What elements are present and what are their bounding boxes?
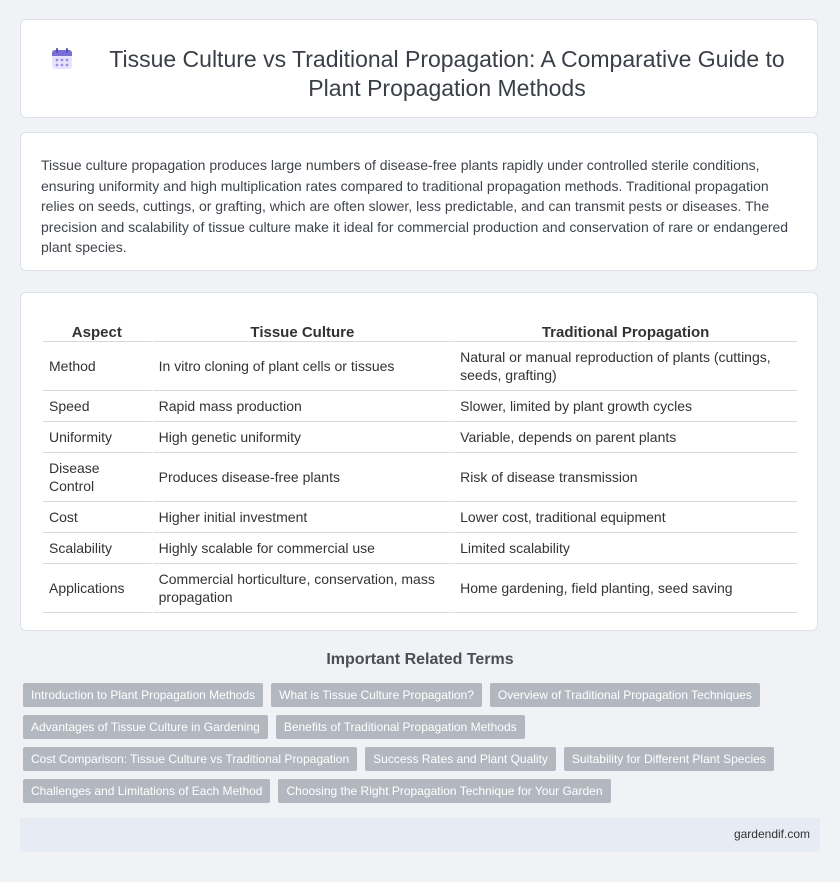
row-aspect: Cost [43, 502, 153, 533]
row-traditional: Lower cost, traditional equipment [454, 502, 797, 533]
related-terms-tags [23, 683, 823, 811]
row-aspect: Scalability [43, 533, 153, 564]
comparison-table-card [20, 292, 818, 631]
tag-link[interactable]: Benefits of Traditional Propagation Methods [276, 715, 525, 739]
comparison-table [43, 313, 797, 613]
row-traditional: Risk of disease transmission [454, 453, 797, 502]
header-aspect: Aspect [43, 313, 153, 342]
calendar-icon [50, 47, 74, 71]
row-aspect: Disease Control [43, 453, 153, 502]
tag-row [23, 715, 823, 739]
row-traditional: Home gardening, field planting, seed saving [454, 564, 797, 613]
title-card [20, 19, 818, 118]
table-row [43, 422, 797, 453]
row-tissue-culture: Rapid mass production [153, 391, 455, 422]
table-row [43, 391, 797, 422]
summary-paragraph: Tissue culture propagation produces large numbers of disease-free plants rapidly under controlled sterile conditions, ensuring uniformity and high multiplication rates compared to traditional propagation methods. Traditional propagation relies on seeds, cuttings, or grafting, which are often slower, less predictable, and can transmit pests or diseases. The precision and scalability of tissue culture make it ideal for commercial production and conservation of rare or endangered plant species. [41, 157, 789, 255]
tag-link[interactable]: Challenges and Limitations of Each Method [23, 779, 270, 803]
summary-card [20, 132, 818, 271]
row-tissue-culture: Higher initial investment [153, 502, 455, 533]
footer [20, 818, 820, 852]
page-title: Tissue Culture vs Traditional Propagation: A Comparative Guide to Plant Propagation Methods [109, 46, 785, 101]
footer-site-link[interactable]: gardendif.com [733, 827, 810, 841]
row-aspect: Applications [43, 564, 153, 613]
row-tissue-culture: High genetic uniformity [153, 422, 455, 453]
tag-row [23, 747, 823, 771]
table-row [43, 342, 797, 391]
row-traditional: Limited scalability [454, 533, 797, 564]
row-tissue-culture: Commercial horticulture, conservation, mass propagation [153, 564, 455, 613]
table-row [43, 564, 797, 613]
header-tissue-culture: Tissue Culture [153, 313, 455, 342]
row-traditional: Natural or manual reproduction of plants (cuttings, seeds, grafting) [454, 342, 797, 391]
tag-link[interactable]: Suitability for Different Plant Species [564, 747, 774, 771]
row-tissue-culture: Highly scalable for commercial use [153, 533, 455, 564]
row-aspect: Method [43, 342, 153, 391]
row-tissue-culture: Produces disease-free plants [153, 453, 455, 502]
tag-link[interactable]: Success Rates and Plant Quality [365, 747, 556, 771]
tag-link[interactable]: What is Tissue Culture Propagation? [271, 683, 482, 707]
table-header-row [43, 313, 797, 342]
row-aspect: Uniformity [43, 422, 153, 453]
tag-link[interactable]: Overview of Traditional Propagation Techniques [490, 683, 760, 707]
table-row [43, 453, 797, 502]
row-aspect: Speed [43, 391, 153, 422]
table-row [43, 533, 797, 564]
tag-link[interactable]: Introduction to Plant Propagation Methods [23, 683, 263, 707]
tag-link[interactable]: Advantages of Tissue Culture in Gardening [23, 715, 268, 739]
tag-link[interactable]: Choosing the Right Propagation Technique for Your Garden [278, 779, 610, 803]
tag-link[interactable]: Cost Comparison: Tissue Culture vs Traditional Propagation [23, 747, 357, 771]
tag-row [23, 683, 823, 707]
table-row [43, 502, 797, 533]
row-tissue-culture: In vitro cloning of plant cells or tissues [153, 342, 455, 391]
related-terms-title: Important Related Terms [326, 651, 514, 668]
row-traditional: Variable, depends on parent plants [454, 422, 797, 453]
row-traditional: Slower, limited by plant growth cycles [454, 391, 797, 422]
header-traditional-propagation: Traditional Propagation [454, 313, 797, 342]
tag-row [23, 779, 823, 803]
